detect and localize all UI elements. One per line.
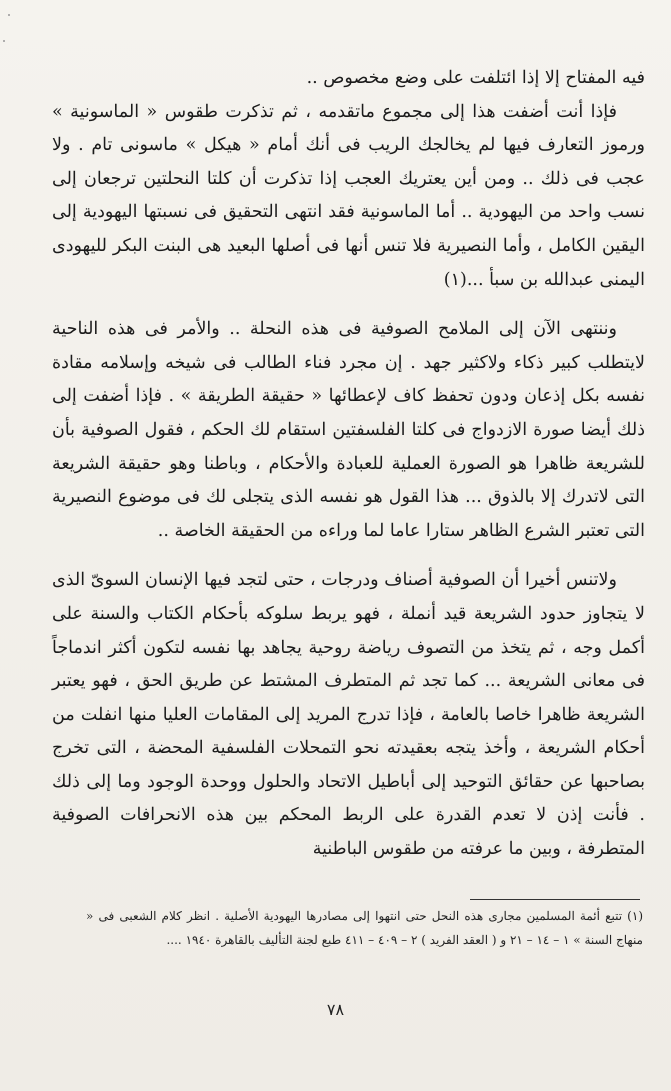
paragraph-4: ولاتنس أخيرا أن الصوفية أصناف ودرجات ، حتى لتجد فيها الإنسان السوىّ الذى لا يتجاوز حدود الشريعة قيد أنملة ، فهو يربط سلوكه بأحكام الكتاب والسنة على أكمل وجه ، ثم يتخذ من التصوف رياضة روحية يجاهد بها نفسه لتكون أكثر اندماجاً فى معانى الشريعة ... كما تجد ثم المتطرف المشتط عن طريق الحق ، فهو يعتبر الشريعة ظاهرا خاصا بالعامة ، فإذا تدرج المريد إلى المقامات العليا منها انفلت من أحكام الشريعة ، وأخذ يتجه بعقيدته نحو التمحلات الفلسفية المحضة ، التى تخرج بصاحبها عن حقائق التوحيد إلى أباطيل الاتحاد والحلول ووحدة الوجود وما إلى ذلك . فأنت إذن لا تعدم القدرة على الربط المحكم بين هذه الانحرافات الصوفية المتطرفة ، وبين ما عرفته من طقوس الباطنية <box>52 570 645 860</box>
footnote-divider <box>470 899 640 900</box>
footnote-1: (١) تتبع أئمة المسلمين مجارى هذه النحل حتى انتهوا إلى مصادرها اليهودية الأصلية . انظر كلام الشعبى فى « منهاج السنة » ١ – ١٤ – ٢١ و ( العقد الفريد ) ٢ – ٤٠٩ – ٤١١ طبع لجنة التأليف بالقاهرة ١٩٤٠ .... <box>86 909 643 947</box>
body-text <box>52 62 645 867</box>
scan-speck <box>3 40 5 42</box>
footnotes <box>86 904 643 952</box>
page-number: ٧٨ <box>326 1000 345 1019</box>
paragraph-3: وننتهى الآن إلى الملامح الصوفية فى هذه النحلة .. والأمر فى هذه الناحية لايتطلب كبير ذكاء ولاكثير جهد . إن مجرد فناء الطالب فى شيخه وإسلامه مقادة نفسه بكل إذعان ودون تحفظ كاف لإعطائها « حقيقة الطريقة » . فإذا أضفت إلى ذلك أيضا صورة الازدواج فى كلتا الفلسفتين استقام لك الحكم ، فقول الصوفية بأن للشريعة ظاهرا هو الصورة العملية للعبادة والأحكام ، وباطنا وهو حقيقة الشريعة التى لاتدرك إلا بالذوق ... هذا القول هو نفسه الذى يتجلى لك فى موضوع النصيرية التى تعتبر الشرع الظاهر ستارا عاما لما وراءه من الحقيقة الخاصة .. <box>52 319 645 541</box>
scan-speck <box>8 14 10 16</box>
paragraph-1: فيه المفتاح إلا إذا ائتلفت على وضع مخصوص .. <box>306 68 645 88</box>
paragraph-2: فإذا أنت أضفت هذا إلى مجموع ماتقدمه ، ثم تذكرت طقوس « الماسونية » ورموز التعارف فيها لم يخالجك الريب فى أنك أمام « هيكل » ماسونى تام . ولا عجب فى ذلك .. ومن أين يعتريك العجب إذا تذكرت أن كلتا النحلتين ترجعان إلى نسب واحد من اليهودية .. أما الماسونية فقد انتهى التحقيق فى نسبتها اليهودية إلى اليقين الكامل ، وأما النصيرية فلا تنس أنها فى أصلها البعيد هى البنت البكر لليهودى اليمنى عبدالله بن سبأ ...(١) <box>52 101 645 290</box>
